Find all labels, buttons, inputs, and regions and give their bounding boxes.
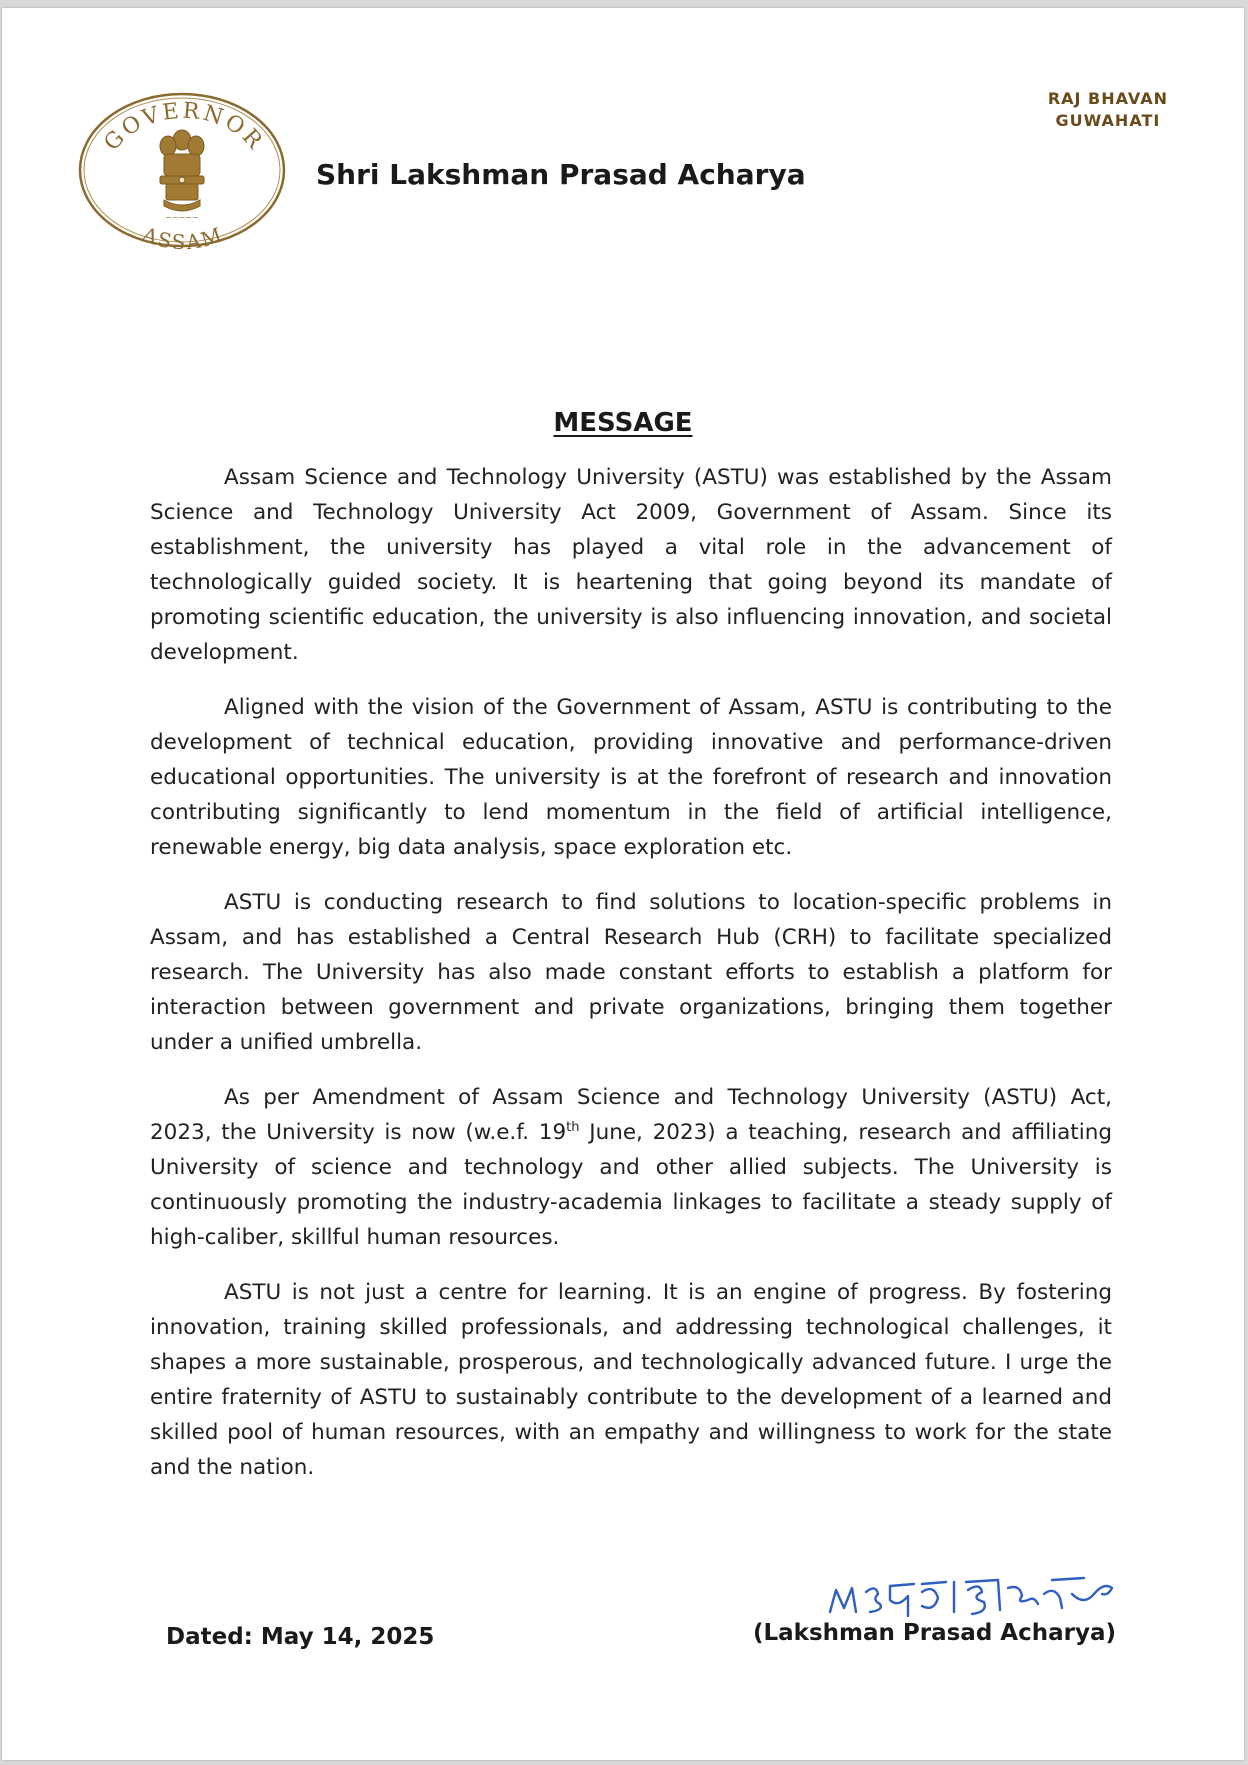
svg-text:~~~~~: ~~~~~ [165, 213, 199, 222]
signatory-name: (Lakshman Prasad Acharya) [752, 1620, 1116, 1646]
message-body [150, 460, 1112, 1505]
ordinal-suffix: th [566, 1119, 580, 1135]
message-heading: MESSAGE [553, 408, 693, 438]
paragraph-4-start: As per Amendment of Assam Science and Technology University (ASTU) Act, 2023, the University is now (w.e.f. 19 [150, 1085, 1112, 1145]
office-line-raj-bhavan: RAJ BHAVAN [1047, 89, 1168, 108]
paragraph-4-end: June, 2023) a teaching, research and affiliating University of science and technology and other allied subjects. The University is continuously promoting the industry-academia linkages to facilitate a steady supply of high-caliber, skillful human resources. [150, 1120, 1112, 1250]
handwritten-signature [822, 1560, 1122, 1622]
paragraph-3: ASTU is conducting research to find solutions to location-specific problems in Assam, and has established a Central Research Hub (CRH) to facilitate specialized research. The University has also made constant efforts to establish a platform for interaction between government and private organizations, bringing them together under a unified umbrella. [150, 890, 1112, 1055]
svg-text:ASSAM: ASSAM [139, 221, 227, 252]
paragraph-4 [150, 1080, 1112, 1255]
letter-page [2, 8, 1244, 1760]
svg-text:GOVERNOR: GOVERNOR [99, 98, 269, 156]
paragraph-5: ASTU is not just a centre for learning. It is an engine of progress. By fostering innovation, training skilled professionals, and addressing technological challenges, it shapes a more sustainable, prosperous, and technologically advanced future. I urge the entire fraternity of ASTU to sustainably contribute to the development of a learned and skilled pool of human resources, with an empathy and willingness to work for the state and the nation. [150, 1280, 1112, 1480]
date-line: Dated: May 14, 2025 [166, 1624, 435, 1650]
governor-name: Shri Lakshman Prasad Acharya [316, 158, 806, 191]
paragraph-1: Assam Science and Technology University (ASTU) was established by the Assam Science and Technology University Act 2009, Government of Assam. Since its establishment, the university has played a vital role in the advancement of technologically guided society. It is heartening that going beyond its mandate of promoting scientific education, the university is also influencing innovation, and societal development. [150, 465, 1112, 665]
office-line-guwahati: GUWAHATI [1055, 111, 1161, 130]
paragraph-2: Aligned with the vision of the Government of Assam, ASTU is contributing to the development of technical education, providing innovative and performance-driven educational opportunities. The university is at the forefront of research and innovation contributing significantly to lend momentum in the field of artificial intelligence, renewable energy, big data analysis, space exploration etc. [150, 695, 1112, 860]
office-address [1048, 88, 1168, 132]
governor-seal-emblem [76, 88, 288, 252]
